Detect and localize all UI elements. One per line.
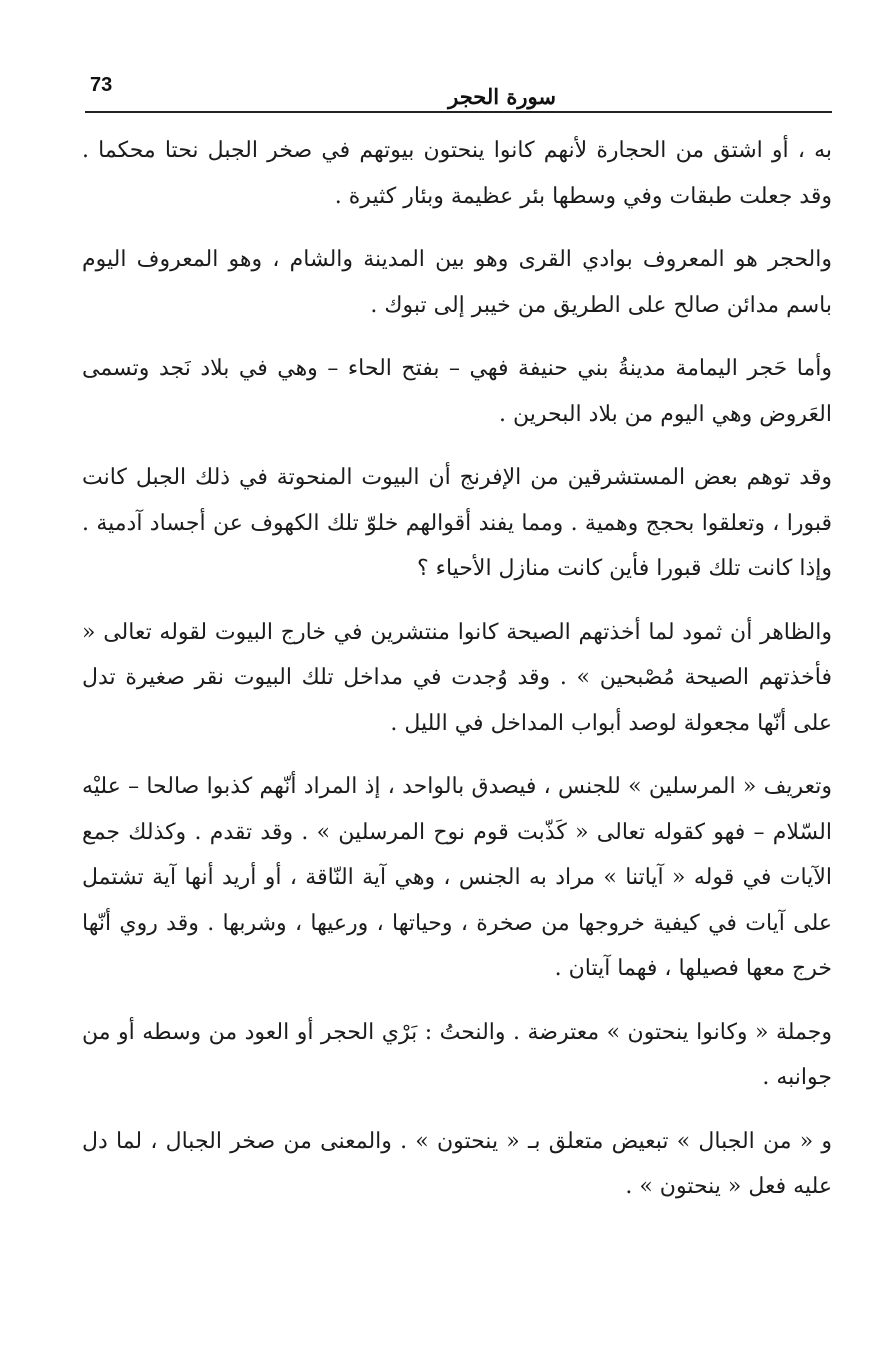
paragraph: وقد توهم بعض المستشرقين من الإفرنج أن البيوت المنحوتة في ذلك الجبل كانت قبورا ، وتعلقوا بحجج وهمية . ومما يفند أقوالهم خلوّ تلك الكهوف عن أجساد آدمية . وإذا كانت تلك قبورا فأين كانت منازل الأحياء ؟ bbox=[82, 465, 832, 581]
page-number: 73 bbox=[90, 74, 113, 96]
header-rule bbox=[85, 111, 832, 113]
paragraph: والحجر هو المعروف بوادي القرى وهو بين المدينة والشام ، وهو المعروف اليوم باسم مدائن صالح على الطريق من خيبر إلى تبوك . bbox=[82, 247, 832, 318]
paragraph: وجملة « وكانوا ينحتون » معترضة . والنحتُ : بَرْي الحجر أو العود من وسطه أو من جوانبه . bbox=[82, 1019, 832, 1090]
paragraph: و « من الجبال » تبعيض متعلق بـ « ينحتون » . والمعنى من صخر الجبال ، لما دل عليه فعل « ينحتون » . bbox=[82, 1128, 832, 1199]
paragraph: به ، أو اشتق من الحجارة لأنهم كانوا ينحتون بيوتهم في صخر الجبل نحتا محكما . وقد جعلت طبقات وفي وسطها بئر عظيمة وبئار كثيرة . bbox=[82, 138, 832, 209]
paragraph: وتعريف « المرسلين » للجنس ، فيصدق بالواحد ، إذ المراد أنّهم كذبوا صالحا – عليْه السّلام – فهو كقوله تعالى « كَذّبت قوم نوح المرسلين » . وقد تقدم . وكذلك جمع الآيات في قوله « آياتنا » مراد به الجنس ، وهي آية النّاقة ، أو أريد أنها آية تشتمل على آيات في كيفية خروجها من صخرة ، وحياتها ، ورعيها ، وشربها . وقد روي أنّها خرج معها فصيلها ، فهما آيتان . bbox=[82, 774, 832, 981]
page-body bbox=[82, 128, 832, 1228]
paragraph: وأما حَجر اليمامة مدينةُ بني حنيفة فهي – بفتح الحاء – وهي في بلاد نَجد وتسمى العَروض وهي اليوم من بلاد البحرين . bbox=[82, 356, 832, 427]
paragraph: والظاهر أن ثمود لما أخذتهم الصيحة كانوا منتشرين في خارج البيوت لقوله تعالى « فأخذتهم الصيحة مُصْبحين » . وقد وُجدت في مداخل تلك البيوت نقر صغيرة تدل على أنّها مجعولة لوصد أبواب المداخل في الليل . bbox=[82, 619, 832, 736]
running-head-title: سورة الحجر bbox=[448, 84, 556, 109]
